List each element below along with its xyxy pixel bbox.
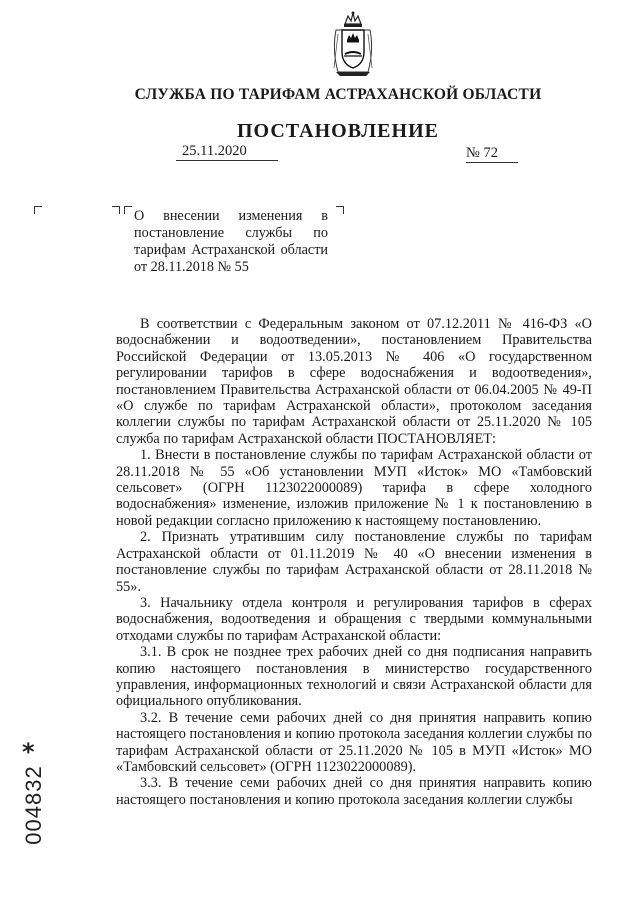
document-date: 25.11.2020 <box>176 143 278 161</box>
paragraph-3-2: 3.2. В течение семи рабочих дней со дня принятия направить копию настоящего постановления и копию протокола заседания коллегии службы по тарифам Астраханской области от 25.11.2020 № 105 в МУП «Исток» МО «Тамбовский сельсовет» (ОГРН 1123022000089). <box>116 709 592 775</box>
paragraph-preamble: В соответствии с Федеральным законом от 07.12.2011 № 416-ФЗ «О водоснабжении и водоотведении», постановлением Правительства Российской Федерации от 13.05.2013 № 406 «О государственном регулировании тарифов в сфере водоснабжения и водоотведения», постановлением Правительства Астраханской области от 06.04.2005 № 49-П «О службе по тарифам Астраханской области», протоколом заседания коллегии службы по тарифам Астраханской области от 25.11.2020 № 105 служба по тарифам Астраханской области ПОСТАНОВЛЯЕТ: <box>116 316 592 447</box>
corner-mark <box>112 206 120 214</box>
corner-mark <box>34 206 42 214</box>
paragraph-2: 2. Признать утратившим силу постановление службы по тарифам Астраханской области от 01.11.2019 № 40 «О внесении изменения в постановление службы по тарифам Астраханской области от 28.11.2018 № 55». <box>116 529 592 595</box>
paragraph-3: 3. Начальнику отдела контроля и регулирования тарифов в сферах водоснабжения, водоотведения и обращения с твердыми коммунальными отходами службы по тарифам Астраханской области: <box>116 594 592 644</box>
document-body <box>116 316 592 808</box>
paragraph-3-1: 3.1. В срок не позднее трех рабочих дней со дня подписания направить копию настоящего постановления в министерство государственного управления, информационных технологий и связи Астраханской области для официального опубликования. <box>116 644 592 710</box>
document-type: ПОСТАНОВЛЕНИЕ <box>237 120 439 142</box>
paragraph-1: 1. Внести в постановление службы по тарифам Астраханской области от 28.11.2018 № 55 «Об установлении МУП «Исток» МО «Тамбовский сельсовет» (ОГРН 1123022000089) тарифа в сфере холодного водоснабжения» изменение, изложив приложение № 1 к постановлению в новой редакции согласно приложению к настоящему постановлению. <box>116 447 592 529</box>
astrakhan-coat-of-arms-icon <box>328 10 378 80</box>
corner-mark <box>336 206 344 214</box>
document-number: № 72 <box>466 145 518 163</box>
margin-asterisk: * <box>22 738 35 766</box>
document-subject: О внесении изменения в постановление службы по тарифам Астраханской области от 28.11.2018 № 55 <box>134 208 328 275</box>
corner-mark <box>124 206 132 214</box>
margin-stamp-number-text: 004832 <box>21 765 46 845</box>
agency-name: СЛУЖБА ПО ТАРИФАМ АСТРАХАНСКОЙ ОБЛАСТИ <box>134 86 542 103</box>
paragraph-3-3: 3.3. В течение семи рабочих дней со дня принятия направить копию настоящего постановления и копию протокола заседания коллегии службы <box>116 775 592 808</box>
